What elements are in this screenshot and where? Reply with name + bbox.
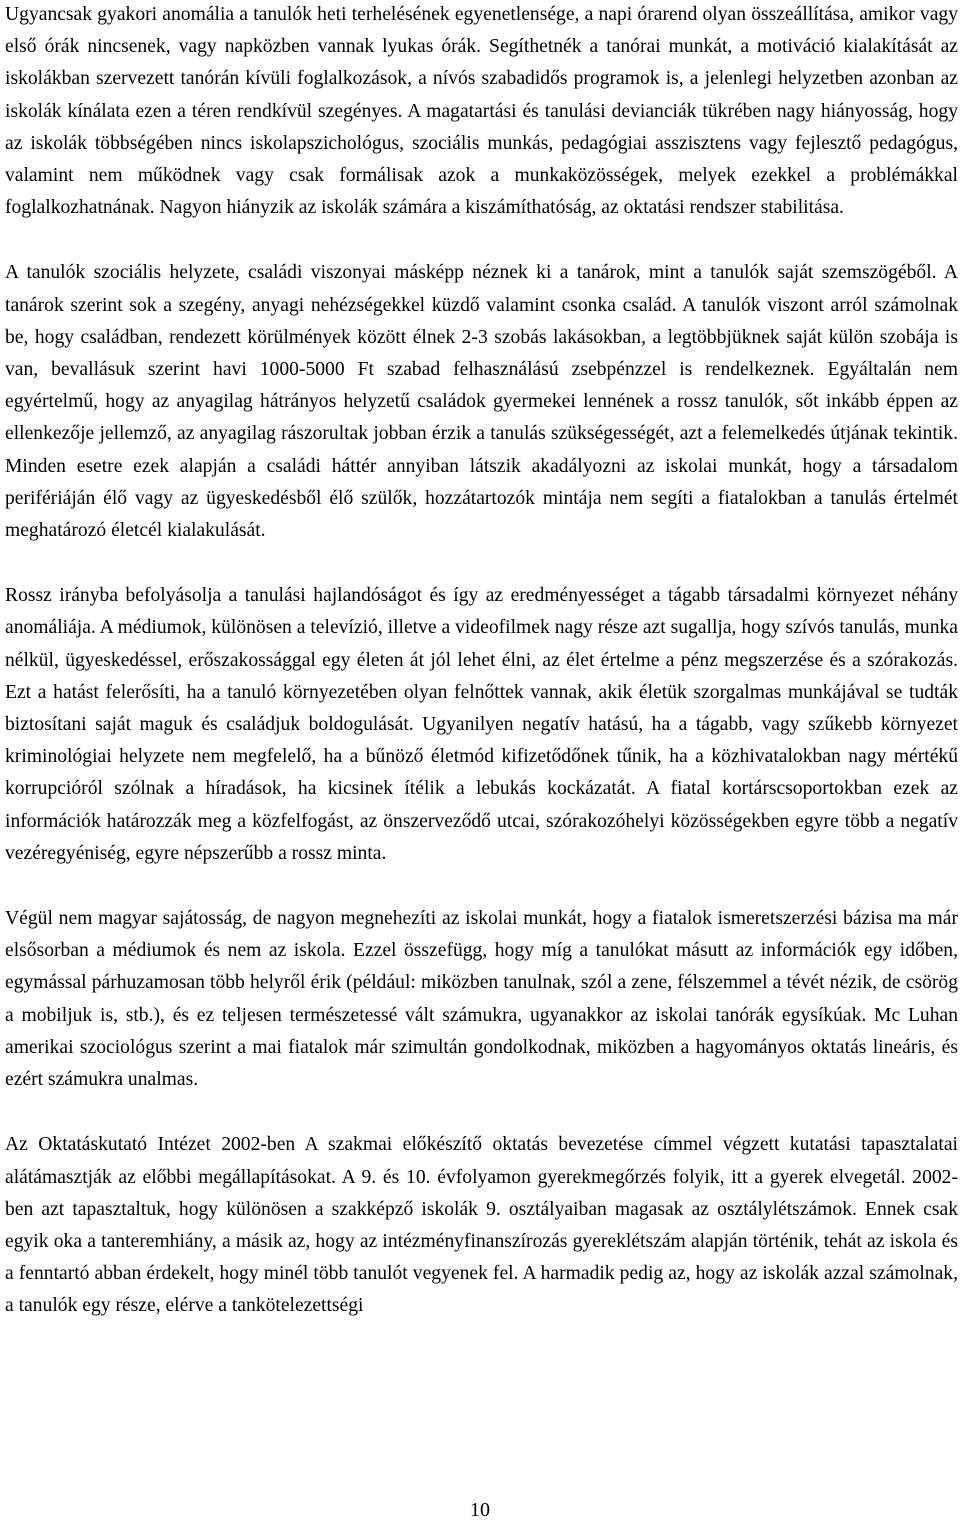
- paragraph-gap: [5, 224, 958, 257]
- paragraph-3: Rossz irányba befolyásolja a tanulási hajlandóságot és így az eredményességet a tágabb társadalmi környezet néhány anomáliája. A médiumok, különösen a televízió, illetve a videofilmek nagy része azt sugallja, hogy szívós tanulás, munka nélkül, ügyeskedéssel, erőszakossággal egy életen át jól lehet élni, az élet értelme a pénz megszerzése és a szórakozás. Ezt a hatást felerősíti, ha a tanuló környezetében olyan felnőttek vannak, akik életük szorgalmas munkájával se tudták biztosítani saját maguk és családjuk boldogulását. Ugyanilyen negatív hatású, ha a tágabb, vagy szűkebb környezet kriminológiai helyzete nem megfelelő, ha a bűnöző életmód kifizetődőnek tűnik, ha a közhivatalokban nagy mértékű korrupcióról szólnak a híradások, ha kicsinek ítélik a lebukás kockázatát. A fiatal kortárscsoportokban ezek az információk határozzák meg a közfelfogást, az önszerveződő utcai, szórakozóhelyi közösségekben egyre több a negatív vezéregyéniség, egyre népszerűbb a rossz minta.: [5, 585, 958, 864]
- page-number: 10: [470, 1499, 490, 1521]
- paragraph-4: Végül nem magyar sajátosság, de nagyon megnehezíti az iskolai munkát, hogy a fiatalok ismeretszerzési bázisa ma már elsősorban a médiumok és nem az iskola. Ezzel összefügg, hogy míg a tanulókat másutt az információk egy időben, egymással párhuzamosan több helyről érik (például: miközben tanulnak, szól a zene, félszemmel a tévét nézik, de csörög a mobiljuk is, stb.), és ez teljesen természetessé vált számukra, ugyanakkor az iskolai tanórák egysíkúak. Mc Luhan amerikai szociológus szerint a mai fiatalok már szimultán gondolkodnak, miközben a hagyományos oktatás lineáris, és ezért számukra unalmas.: [5, 908, 958, 1091]
- paragraph-5: Az Oktatáskutató Intézet 2002-ben A szakmai előkészítő oktatás bevezetése címmel végzett kutatási tapasztalatai alátámasztják az előbbi megállapításokat. A 9. és 10. évfolyamon gyerekmegőrzés folyik, itt a gyerek elvegetál. 2002-ben azt tapasztaltuk, hogy különösen a szakképző iskolák 9. osztályaiban magasak az osztálylétszámok. Ennek csak egyik oka a tanteremhiány, a másik az, hogy az intézményfinanszírozás gyereklétszám alapján történik, tehát az iskola és a fenntartó abban érdekelt, hogy minél több tanulót vegyenek fel. A harmadik pedig az, hogy az iskolák azzal számolnak, a tanulók egy része, elérve a tankötelezettségi: [5, 1134, 958, 1317]
- paragraph-gap: [5, 1096, 958, 1129]
- paragraph-1: Ugyancsak gyakori anomália a tanulók heti terhelésének egyenetlensége, a napi órarend olyan összeállítása, amikor vagy első órák nincsenek, vagy napközben vannak lyukas órák. Segíthetnék a tanórai munkát, a motiváció kialakítását az iskolákban szervezett tanórán kívüli foglalkozások, a nívós szabadidős programok is, a jelenlegi helyzetben azonban az iskolák kínálata ezen a téren rendkívül szegényes. A magatartási és tanulási devianciák tükrében nagy hiányosság, hogy az iskolák többségében nincs iskolapszichológus, szociális munkás, pedagógiai asszisztens vagy fejlesztő pedagógus, valamint nem működnek vagy csak formálisak azok a munkaközösségek, melyek ezekkel a problémákkal foglalkozhatnának. Nagyon hiányzik az iskolák számára a kiszámíthatóság, az oktatási rendszer stabilitása.: [5, 4, 958, 219]
- paragraph-2: A tanulók szociális helyzete, családi viszonyai másképp néznek ki a tanárok, mint a tanulók saját szemszögéből. A tanárok szerint sok a szegény, anyagi nehézségekkel küzdő valamint csonka család. A tanulók viszont arról számolnak be, hogy családban, rendezett körülmények között élnek 2-3 szobás lakásokban, a legtöbbjüknek saját külön szobája is van, bevallásuk szerint havi 1000-5000 Ft szabad felhasználású zsebpénzzel is rendelkeznek. Egyáltalán nem egyértelmű, hogy az anyagilag hátrányos helyzetű családok gyermekei lennének a rossz tanulók, sőt inkább éppen az ellenkezője jellemző, az anyagilag rászorultak jobban érzik a tanulás szükségességét, azt a felemelkedés útjának tekintik. Minden esetre ezek alapján a családi háttér annyiban látszik akadályozni az iskolai munkát, hogy a társadalom perifériáján élő vagy az ügyeskedésből élő szülők, hozzátartozók mintája nem segíti a fiatalokban a tanulás értelmét meghatározó életcél kialakulását.: [5, 262, 958, 542]
- paragraph-gap: [5, 547, 958, 580]
- document-page: [5, 0, 958, 1323]
- paragraph-gap: [5, 870, 958, 903]
